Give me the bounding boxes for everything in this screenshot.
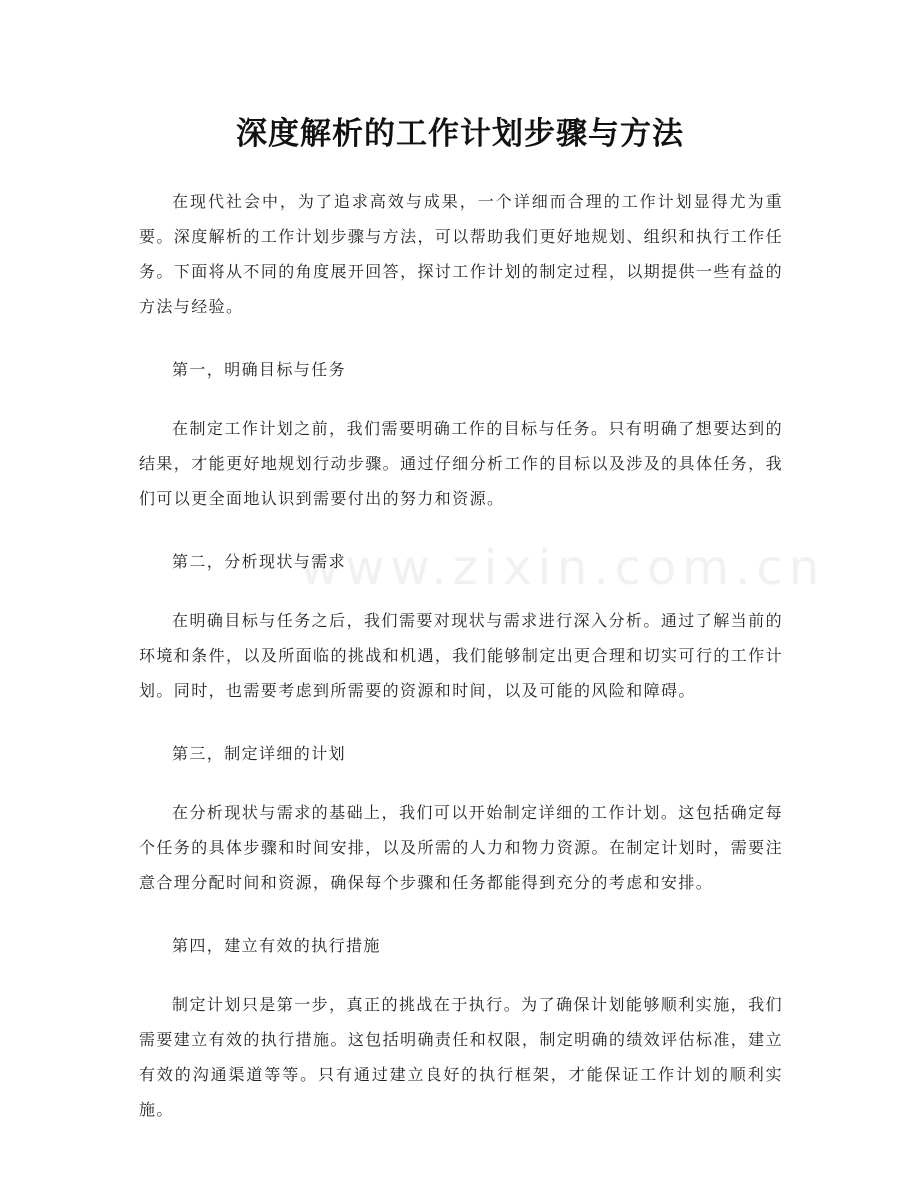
document-body: [139, 184, 783, 1155]
intro-paragraph: 在现代社会中，为了追求高效与成果，一个详细而合理的工作计划显得尤为重要。深度解析的工作计划步骤与方法，可以帮助我们更好地规划、组织和执行工作任务。下面将从不同的角度展开回答，探讨工作计划的制定过程，以期提供一些有益的方法与经验。: [139, 192, 783, 316]
section-paragraph-2: 在明确目标与任务之后，我们需要对现状与需求进行深入分析。通过了解当前的环境和条件，以及所面临的挑战和机遇，我们能够制定出更合理和切实可行的工作计划。同时，也需要考虑到所需要的资源和时间，以及可能的风险和障碍。: [139, 611, 783, 700]
section-paragraph-1: 在制定工作计划之前，我们需要明确工作的目标与任务。只有明确了想要达到的结果，才能更好地规划行动步骤。通过仔细分析工作的目标以及涉及的具体任务，我们可以更全面地认识到需要付出的努力和资源。: [139, 419, 783, 508]
section-paragraph-3: 在分析现状与需求的基础上，我们可以开始制定详细的工作计划。这包括确定每个任务的具体步骤和时间安排，以及所需的人力和物力资源。在制定计划时，需要注意合理分配时间和资源，确保每个步骤和任务都能得到充分的考虑和安排。: [139, 803, 783, 892]
section-paragraph-4: 制定计划只是第一步，真正的挑战在于执行。为了确保计划能够顺利实施，我们需要建立有效的执行措施。这包括明确责任和权限，制定明确的绩效评估标准，建立有效的沟通渠道等等。只有通过建立良好的执行框架，才能保证工作计划的顺利实施。: [139, 995, 783, 1119]
section-heading-4: 第四，建立有效的执行措施: [172, 936, 381, 955]
section-heading-3: 第三，制定详细的计划: [172, 744, 347, 763]
section-heading-2: 第二，分析现状与需求: [172, 552, 347, 571]
document-title: 深度解析的工作计划步骤与方法: [236, 116, 684, 152]
section-heading-1: 第一，明确目标与任务: [172, 360, 347, 379]
watermark: www.zixin.com.cn: [300, 540, 826, 596]
